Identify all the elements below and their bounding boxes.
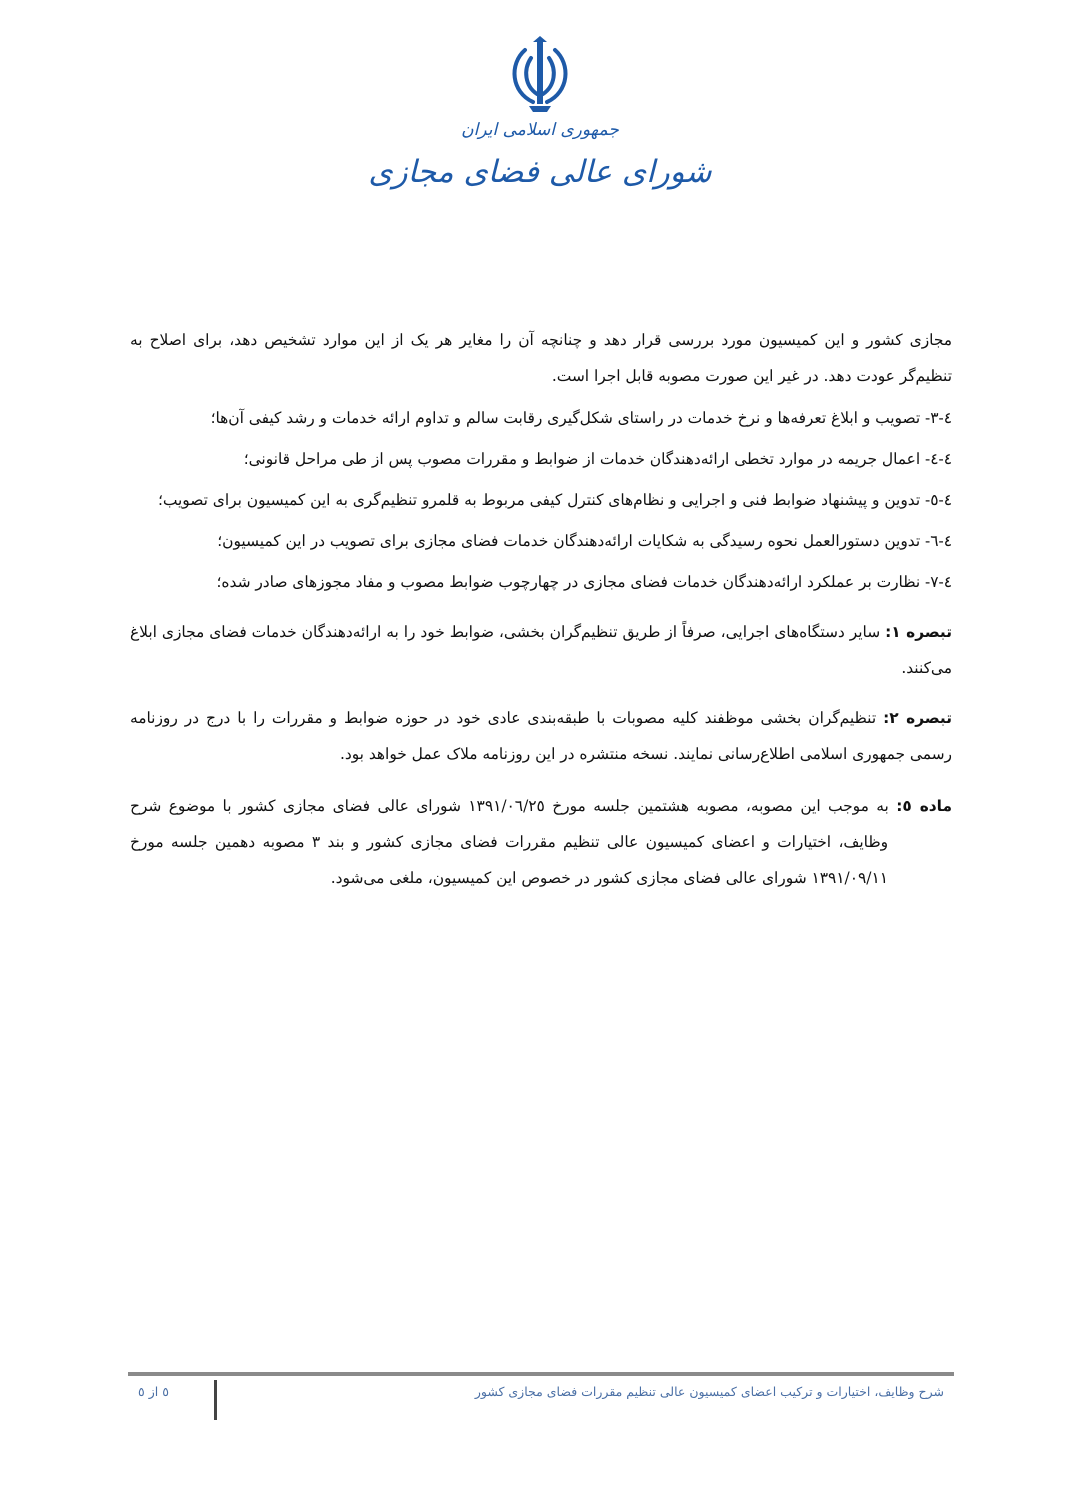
article-5	[130, 788, 952, 896]
letterhead-title: شورای عالی فضای مجازی	[368, 154, 712, 190]
note-2	[130, 700, 952, 772]
page-number: ٥ از ٥	[138, 1384, 169, 1399]
footer-title: شرح وظایف، اختیارات و ترکیب اعضای کمیسیون عالی تنظیم مقررات فضای مجازی کشور	[474, 1384, 944, 1399]
document-body	[130, 322, 952, 896]
letterhead-subtitle: جمهوری اسلامی ایران	[461, 120, 619, 140]
intro-paragraph: مجازی کشور و این کمیسیون مورد بررسی قرار دهد و چنانچه آن را مغایر هر یک از این موارد تشخیص دهد، برای اصلاح به تنظیم‌گر عودت دهد. در غیر این صورت مصوبه قابل اجرا است.	[130, 331, 952, 385]
list-item: ٤-٤- اعمال جریمه در موارد تخطی ارائه‌دهندگان خدمات از ضوابط و مقررات مصوب پس از طی مراحل قانونی؛	[243, 450, 952, 468]
article-5-text: به موجب این مصوبه، مصوبه هشتمین جلسه مورخ ١٣٩١/٠٦/٢٥ شورای عالی فضای مجازی کشور با موضوع شرح وظایف، اختیارات و اعضای کمیسیون عالی تنظیم مقررات فضای مجازی کشور و بند ٣ مصوبه دهمین جلسه مورخ ١٣٩١/٠٩/١١ شورای عالی فضای مجازی کشور در خصوص این کمیسیون، ملغی می‌شود.	[130, 797, 897, 887]
page-footer	[128, 1372, 954, 1420]
note-2-label: تبصره ٢:	[883, 709, 952, 727]
iran-emblem-icon	[503, 36, 577, 116]
note-2-text: تنظیم‌گران بخشی موظفند کلیه مصوبات با طبقه‌بندی عادی خود در حوزه ضوابط و مقررات را با درج در روزنامه رسمی جمهوری اسلامی اطلاع‌رسانی نمایند. نسخه منتشره در این روزنامه ملاک عمل خواهد بود.	[130, 709, 952, 763]
article-5-label: ماده ٥:	[896, 797, 952, 815]
footer-divider	[214, 1380, 217, 1420]
list-item: ٤-٦- تدوین دستورالعمل نحوه رسیدگی به شکایات ارائه‌دهندگان خدمات فضای مجازی برای تصویب در این کمیسیون؛	[217, 532, 952, 550]
note-1-text: سایر دستگاه‌های اجرایی، صرفاً از طریق تنظیم‌گران بخشی، ضوابط خود را به ارائه‌دهندگان خدمات فضای مجازی ابلاغ می‌کنند.	[130, 623, 952, 677]
note-1-label: تبصره ١:	[885, 623, 952, 641]
note-1	[130, 614, 952, 686]
letterhead	[0, 28, 1080, 218]
list-item: ٤-٧- نظارت بر عملکرد ارائه‌دهندگان خدمات فضای مجازی در چهارچوب ضوابط مصوب و مفاد مجوزهای صادر شده؛	[216, 573, 952, 591]
list-item: ٤-٣- تصویب و ابلاغ تعرفه‌ها و نرخ خدمات در راستای شکل‌گیری رقابت سالم و تداوم ارائه خدمات و رشد کیفی آن‌ها؛	[210, 409, 952, 427]
list-item: ٤-٥- تدوین و پیشنهاد ضوابط فنی و اجرایی و نظام‌های کنترل کیفی مربوط به قلمرو تنظیم‌گری به این کمیسیون برای تصویب؛	[158, 491, 952, 509]
